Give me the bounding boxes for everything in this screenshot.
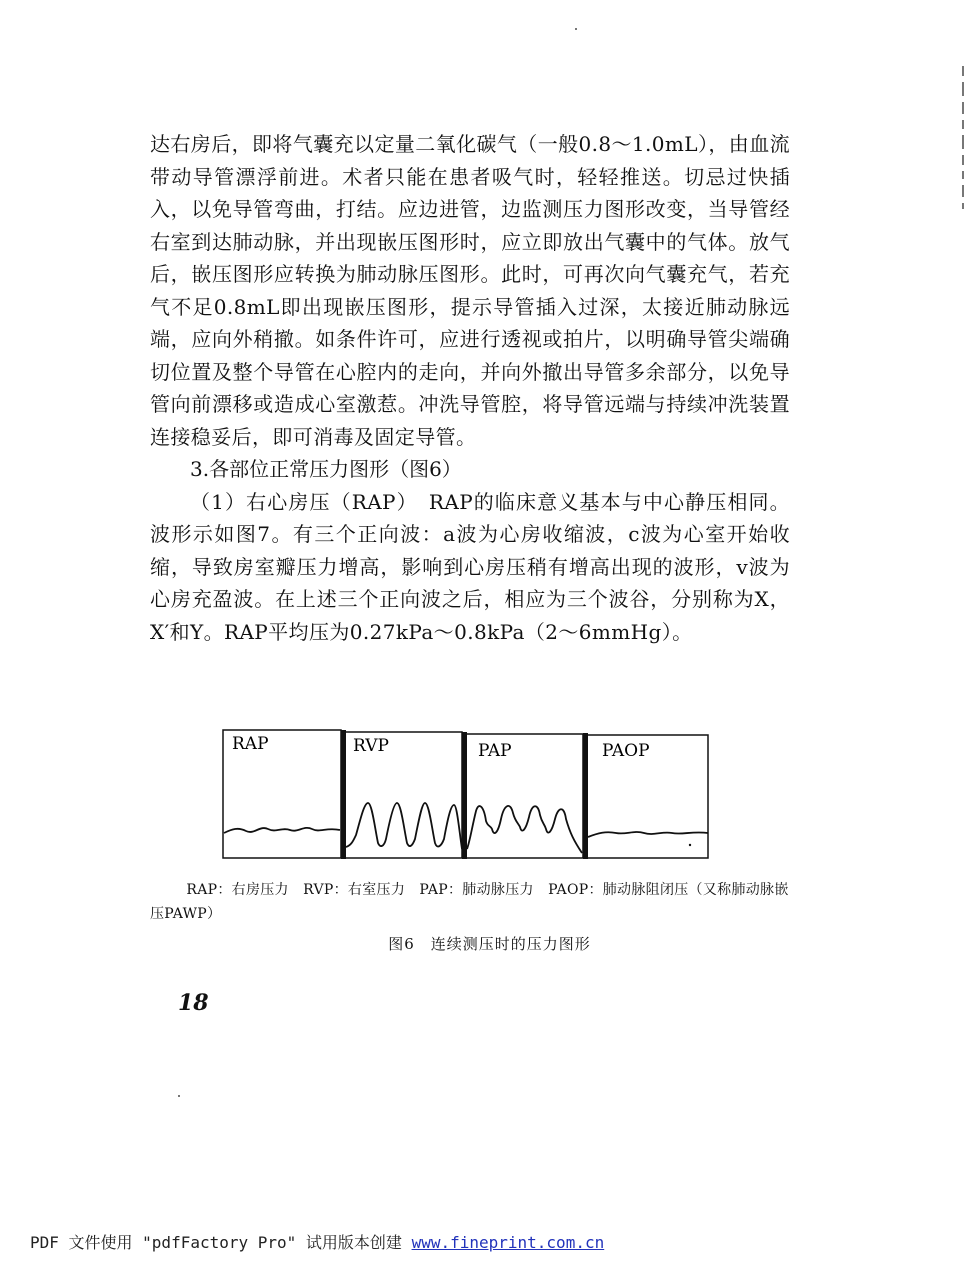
page-body: [150, 128, 790, 648]
panel-label-pap: PAP: [478, 741, 512, 761]
separator-1: [341, 730, 346, 859]
panel-label-rap: RAP: [232, 734, 269, 754]
footer-text: PDF 文件使用 "pdfFactory Pro" 试用版本创建: [30, 1233, 412, 1252]
body-paragraph: 达右房后，即将气囊充以定量二氧化碳气（一般0.8～1.0mL），由血流带动导管漂浮前进。术者只能在患者吸气时，轻轻推送。切忌过快插入，以免导管弯曲，打结。应边进管，边监测压力图形改变，当导管经右室到达肺动脉，并出现嵌压图形时，应立即放出气囊中的气体。放气后，嵌压图形应转换为肺动脉压图形。此时，可再次向气囊充气，若充气不足0.8mL即出现嵌压图形，提示导管插入过深，太接近肺动脉远端，应向外稍撤。如条件许可，应进行透视或拍片，以明确导管尖端确切位置及整个导管在心腔内的走向，并向外撤出导管多余部分，以免导管向前漂移或造成心室激惹。冲洗导管腔，将导管远端与持续冲洗装置连接稳妥后，即可消毒及固定导管。: [150, 132, 790, 449]
section-heading: 3.各部位正常压力图形（图6）: [190, 457, 462, 481]
page-number: 18: [178, 990, 209, 1016]
figure-legend: RAP：右房压力 RVP：右室压力 PAP：肺动脉压力 PAOP：肺动脉阻闭压（又称肺动脉嵌压PAWP）: [150, 882, 789, 922]
scan-edge-marks: [955, 60, 971, 215]
paop-waveform: [588, 832, 708, 837]
pressure-waveform-figure: [222, 729, 710, 861]
figure-title: 图6 连续测压时的压力图形: [388, 935, 591, 953]
scan-dot: [575, 28, 577, 30]
waveform-svg: [222, 729, 710, 861]
scan-dot: [178, 1095, 180, 1097]
pdf-footer: [30, 1230, 604, 1253]
panel-label-rvp: RVP: [353, 736, 389, 756]
paop-dot: [689, 844, 691, 846]
rap-paragraph: （1）右心房压（RAP） RAP的临床意义基本与中心静压相同。波形示如图7。有三个正向波：a波为心房收缩波，c波为心室开始收缩，导致房室瓣压力增高，影响到心房压稍有增高出现的波形，v波为心房充盈波。在上述三个正向波之后，相应为三个波谷，分别称为X，X′和Y。RAP平均压为0.27kPa～0.8kPa（2～6mmHg）。: [150, 489, 790, 644]
separator-3: [583, 733, 588, 859]
rap-waveform: [224, 828, 340, 833]
footer-link[interactable]: www.fineprint.com.cn: [411, 1233, 605, 1252]
rvp-waveform: [346, 803, 462, 849]
separator-2: [462, 732, 467, 859]
panel-label-paop: PAOP: [602, 741, 650, 761]
pap-waveform: [467, 806, 582, 853]
